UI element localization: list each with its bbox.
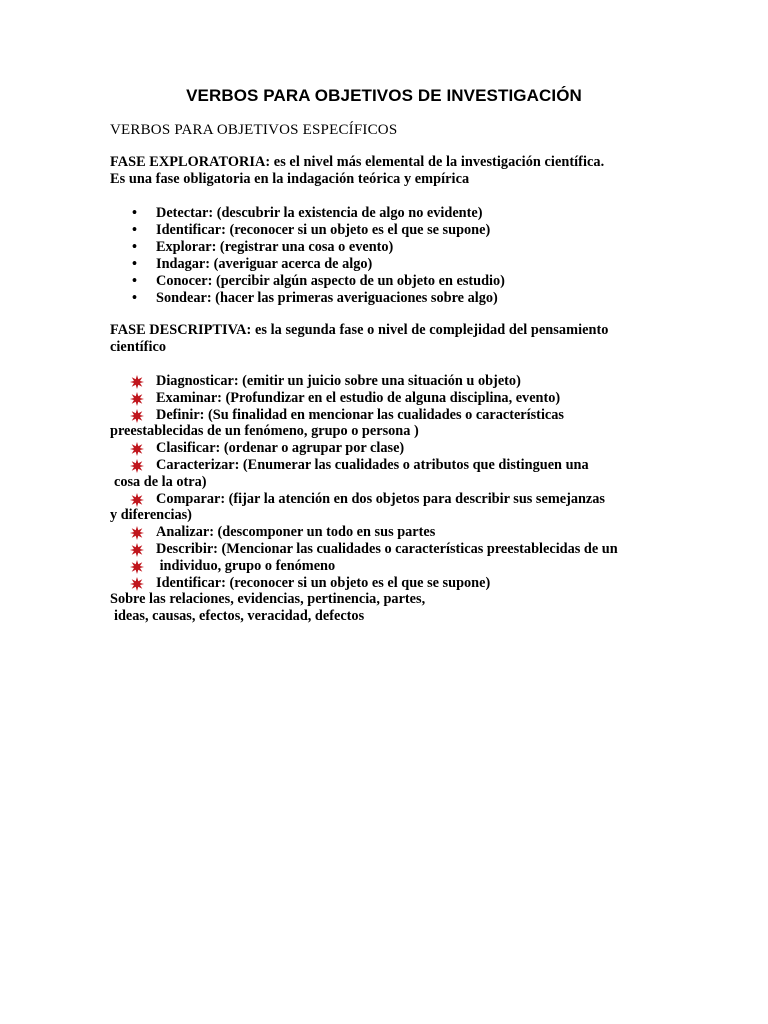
list-item-text: Explorar: (registrar una cosa o evento) bbox=[156, 238, 394, 255]
list-item-text: Diagnosticar: (emitir un juicio sobre una situación u objeto) bbox=[156, 373, 521, 389]
list-item-continuation: preestablecidas de un fenómeno, grupo o persona ) bbox=[110, 423, 419, 440]
bullet-icon: • bbox=[132, 205, 138, 221]
star-bullet-icon bbox=[130, 392, 144, 406]
descriptive-verb-list bbox=[110, 373, 690, 625]
list-item-text: Analizar: (descomponer un todo en sus partes bbox=[156, 524, 436, 541]
star-bullet-icon bbox=[130, 409, 144, 423]
star-bullet-icon bbox=[130, 493, 144, 507]
list-item bbox=[110, 373, 690, 390]
star-bullet-icon bbox=[130, 459, 144, 473]
list-item-continuation: cosa de la otra) bbox=[114, 473, 207, 490]
list-item-text: Indagar: (averiguar acerca de algo) bbox=[156, 255, 373, 272]
list-item-text: Describir: (Mencionar las cualidades o características preestablecidas de un bbox=[156, 540, 618, 557]
star-bullet-icon bbox=[130, 543, 144, 557]
descriptive-heading: FASE DESCRIPTIVA: bbox=[110, 322, 252, 338]
bullet-icon: • bbox=[132, 272, 138, 289]
list-item bbox=[110, 273, 670, 290]
exploratory-intro bbox=[110, 154, 670, 188]
trailing-text-line: ideas, causas, efectos, veracidad, defectos bbox=[114, 608, 365, 625]
list-item bbox=[110, 407, 690, 424]
descriptive-intro-text: es la segunda fase o nivel de complejidad del pensamiento bbox=[251, 322, 609, 338]
list-item-text: Clasificar: (ordenar o agrupar por clase) bbox=[156, 440, 405, 457]
exploratory-intro-line1 bbox=[110, 154, 670, 171]
list-item bbox=[110, 440, 690, 457]
list-item bbox=[110, 390, 690, 407]
list-item bbox=[110, 457, 690, 474]
bullet-icon: • bbox=[132, 255, 138, 272]
list-item-text: Identificar: (reconocer si un objeto es el que se supone) bbox=[156, 574, 491, 591]
star-bullet-icon bbox=[130, 577, 144, 591]
list-item-continuation: y diferencias) bbox=[110, 507, 192, 524]
document-title: VERBOS PARA OBJETIVOS DE INVESTIGACIÓN bbox=[186, 86, 582, 105]
list-item bbox=[110, 524, 690, 541]
list-item bbox=[110, 290, 670, 307]
list-item bbox=[110, 205, 670, 222]
star-bullet-icon bbox=[130, 526, 144, 540]
list-item-text: Examinar: (Profundizar en el estudio de alguna disciplina, evento) bbox=[156, 389, 561, 406]
list-item-text: individuo, grupo o fenómeno bbox=[156, 557, 336, 574]
list-item bbox=[110, 256, 670, 273]
list-item-text: Definir: (Su finalidad en mencionar las cualidades o características bbox=[156, 406, 564, 423]
exploratory-heading: FASE EXPLORATORIA: bbox=[110, 154, 271, 170]
exploratory-intro-line2: Es una fase obligatoria en la indagación teórica y empírica bbox=[110, 171, 470, 187]
list-item bbox=[110, 491, 690, 508]
bullet-icon: • bbox=[132, 289, 138, 306]
list-item-text: Sondear: (hacer las primeras averiguaciones sobre algo) bbox=[156, 289, 498, 306]
descriptive-intro bbox=[110, 322, 670, 356]
star-bullet-icon bbox=[130, 560, 144, 574]
bullet-icon: • bbox=[132, 221, 138, 238]
exploratory-intro-text: es el nivel más elemental de la investigación científica. bbox=[270, 154, 605, 170]
list-item bbox=[110, 558, 690, 575]
star-bullet-icon bbox=[130, 375, 144, 389]
star-bullet-icon bbox=[130, 442, 144, 456]
list-item bbox=[110, 541, 690, 558]
descriptive-intro-line1 bbox=[110, 322, 670, 339]
list-item bbox=[110, 222, 670, 239]
list-item-text: Detectar: (descubrir la existencia de algo no evidente) bbox=[156, 205, 483, 221]
list-item-text: Comparar: (fijar la atención en dos objetos para describir sus semejanzas bbox=[156, 490, 605, 507]
trailing-text-line: Sobre las relaciones, evidencias, pertinencia, partes, bbox=[110, 591, 426, 608]
list-item-text: Conocer: (percibir algún aspecto de un objeto en estudio) bbox=[156, 272, 505, 289]
bullet-icon: • bbox=[132, 238, 138, 255]
exploratory-verb-list bbox=[110, 205, 670, 306]
document-subtitle: VERBOS PARA OBJETIVOS ESPECÍFICOS bbox=[110, 122, 398, 138]
list-item bbox=[110, 239, 670, 256]
descriptive-intro-line2: científico bbox=[110, 339, 167, 355]
list-item-text: Identificar: (reconocer si un objeto es el que se supone) bbox=[156, 221, 491, 238]
list-item-text: Caracterizar: (Enumerar las cualidades o atributos que distinguen una bbox=[156, 456, 589, 473]
list-item bbox=[110, 575, 690, 592]
